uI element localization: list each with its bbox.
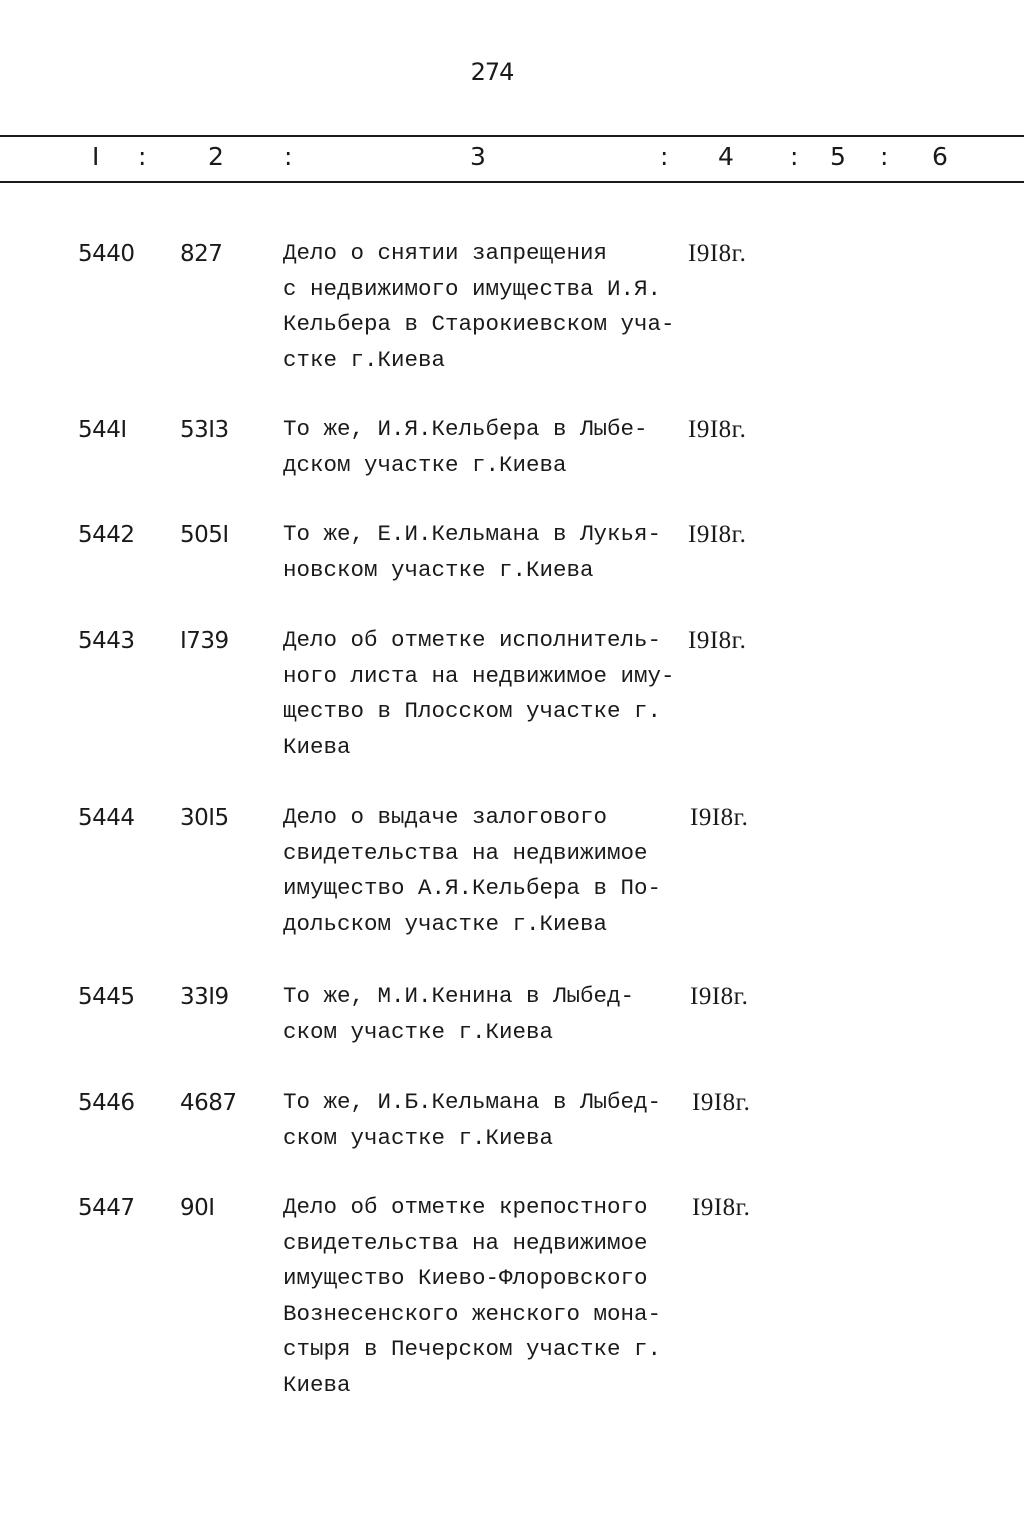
entry-number: 5444	[78, 805, 135, 831]
description-line: стке г.Киева	[283, 346, 446, 373]
description-line: новском участке г.Киева	[283, 556, 594, 583]
description-line: имущество Киево-Флоровского	[283, 1265, 648, 1292]
entry-number: 5442	[78, 522, 135, 548]
description-line: Дело о выдаче залогового	[283, 804, 608, 830]
entry-number: 5447	[78, 1195, 135, 1221]
description-line: То же, М.И.Кенина в Лыбед-	[283, 983, 635, 1009]
column-header-4: 3	[470, 142, 486, 171]
file-number: 30I5	[180, 805, 229, 831]
description-line: Киева	[283, 733, 351, 760]
column-header-8: 5	[830, 142, 846, 171]
description-line: с недвижимого имущества И.Я.	[283, 275, 662, 302]
entry-year: I9I8г.	[692, 1089, 751, 1116]
column-separator: :	[138, 142, 147, 171]
file-number: 90I	[180, 1195, 215, 1221]
entry-year: I9I8г.	[688, 416, 747, 443]
entry-description	[283, 623, 693, 765]
entry-description	[283, 979, 693, 1050]
description-line: ском участке г.Киева	[283, 1124, 554, 1151]
entry-year: I9I8г.	[690, 804, 749, 831]
file-number: 827	[180, 241, 223, 267]
description-line: свидетельства на недвижимое	[283, 839, 648, 866]
column-separator: :	[284, 142, 293, 171]
column-separator: :	[660, 142, 669, 171]
header-rule-top	[0, 135, 1024, 137]
entry-number: 5440	[78, 241, 135, 267]
page-number: 274	[470, 58, 514, 86]
column-header-6: 4	[718, 142, 734, 171]
entry-year: I9I8г.	[688, 627, 747, 654]
entry-description	[283, 1190, 693, 1404]
column-header-10: 6	[932, 142, 948, 171]
description-line: Вознесенского женского мона-	[283, 1300, 662, 1327]
description-line: Кельбера в Старокиевском уча-	[283, 311, 675, 338]
description-line: Дело о снятии запрещения	[283, 240, 608, 266]
description-line: То же, И.Я.Кельбера в Лыбе-	[283, 416, 648, 442]
entry-description	[283, 517, 693, 588]
column-separator: :	[790, 142, 799, 171]
description-line: Дело об отметке крепостного	[283, 1194, 648, 1220]
entry-description	[283, 412, 693, 483]
description-line: щество в Плосском участке г.	[283, 698, 662, 725]
entry-number: 5443	[78, 628, 135, 654]
header-rule-bottom	[0, 181, 1024, 183]
description-line: свидетельства на недвижимое	[283, 1229, 648, 1256]
file-number: I739	[180, 628, 229, 654]
file-number: 505I	[180, 522, 229, 548]
file-number: 4687	[180, 1090, 237, 1116]
entry-number: 544I	[78, 417, 127, 443]
entry-year: I9I8г.	[690, 983, 749, 1010]
entry-description	[283, 1085, 693, 1156]
file-number: 33I9	[180, 984, 229, 1010]
file-number: 53I3	[180, 417, 229, 443]
entry-number: 5446	[78, 1090, 135, 1116]
description-line: То же, Е.И.Кельмана в Лукья-	[283, 521, 662, 547]
column-header-2: 2	[208, 142, 224, 171]
entry-number: 5445	[78, 984, 135, 1010]
description-line: Киева	[283, 1371, 351, 1398]
entry-year: I9I8г.	[688, 240, 747, 267]
description-line: дском участке г.Киева	[283, 451, 567, 478]
entry-year: I9I8г.	[692, 1194, 751, 1221]
column-separator: :	[880, 142, 889, 171]
description-line: То же, И.Б.Кельмана в Лыбед-	[283, 1089, 662, 1115]
description-line: стыря в Печерском участке г.	[283, 1336, 662, 1363]
column-header-0: I	[92, 142, 100, 171]
description-line: имущество А.Я.Кельбера в По-	[283, 875, 662, 902]
entry-year: I9I8г.	[688, 521, 747, 548]
description-line: ском участке г.Киева	[283, 1018, 554, 1045]
description-line: ного листа на недвижимое иму-	[283, 662, 675, 689]
entry-description	[283, 800, 693, 942]
description-line: Дело об отметке исполнитель-	[283, 627, 662, 653]
description-line: дольском участке г.Киева	[283, 910, 608, 937]
entry-description	[283, 236, 693, 378]
